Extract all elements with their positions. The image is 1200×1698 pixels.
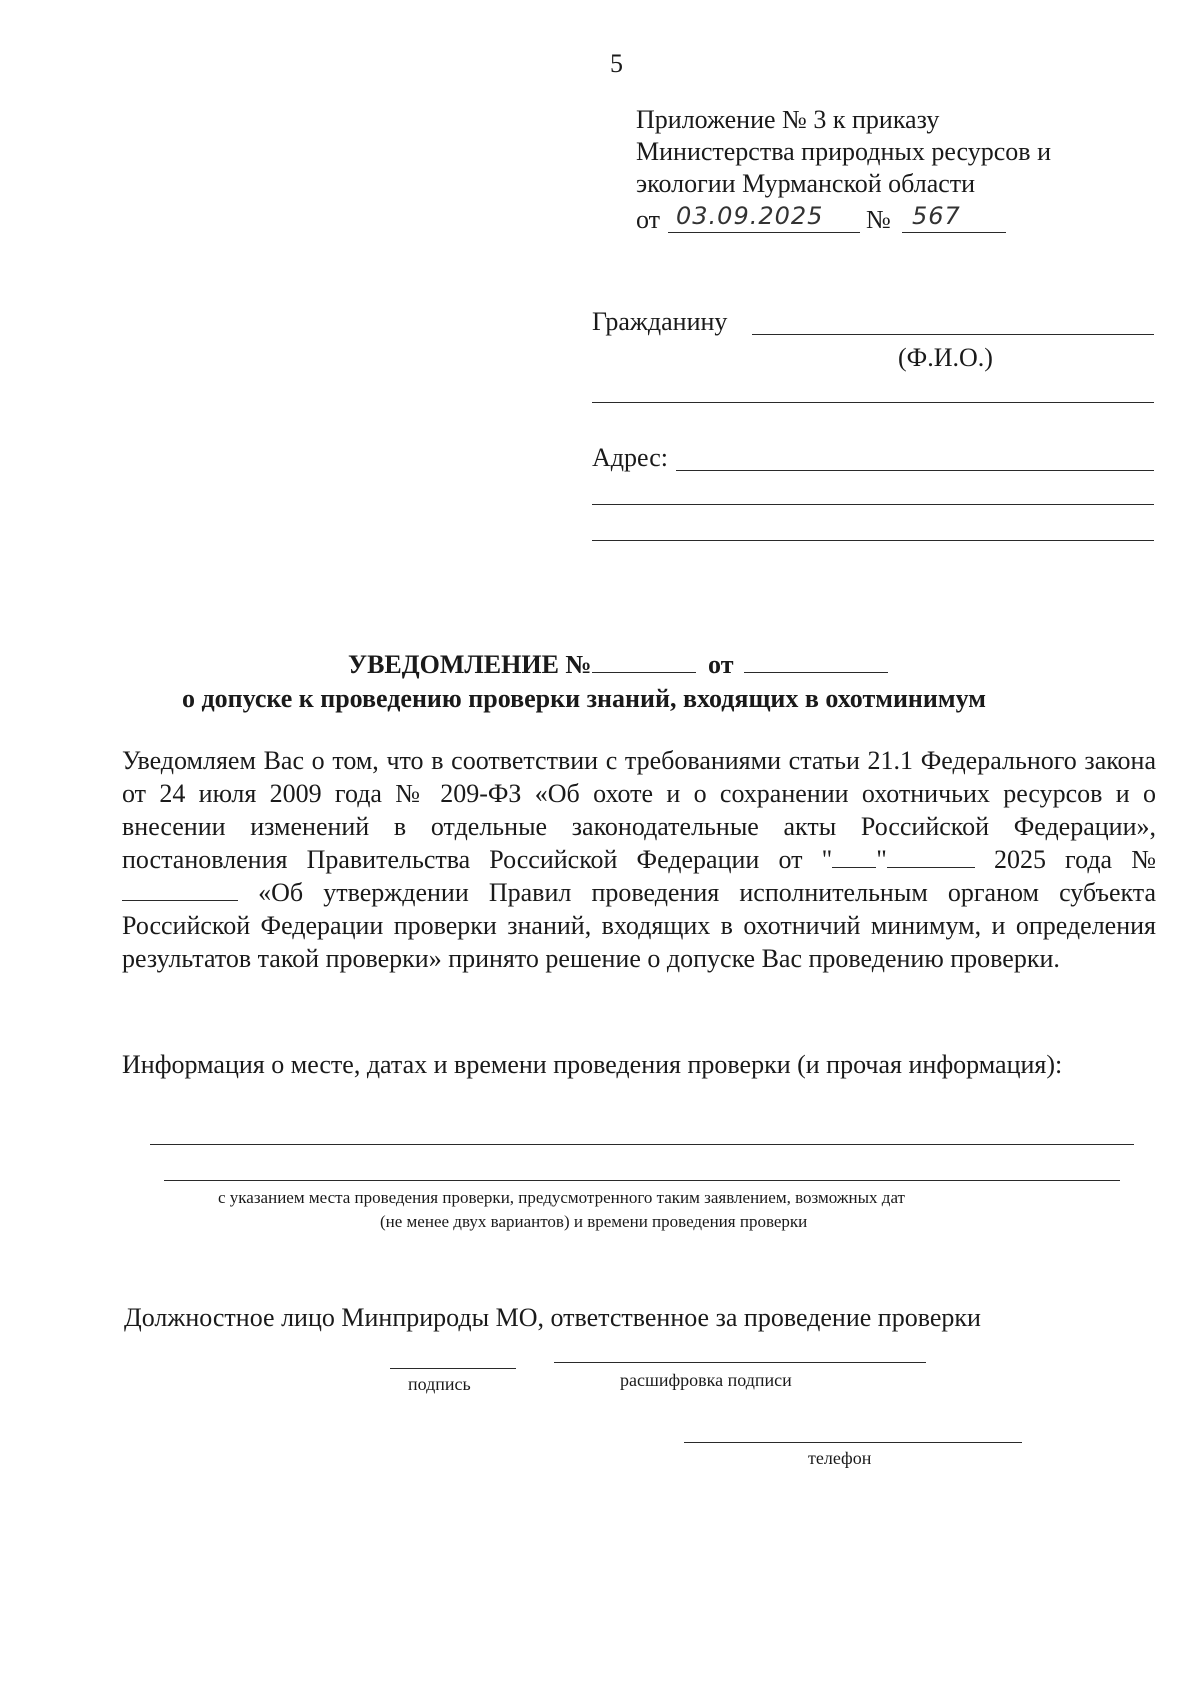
phone-caption: телефон	[808, 1448, 872, 1468]
notice-number-blank	[592, 648, 696, 673]
appendix-line-1: Приложение № 3 к приказу	[636, 105, 940, 134]
appendix-number-line	[902, 232, 1006, 233]
signature-line	[390, 1368, 516, 1369]
signature-decode-line	[554, 1362, 926, 1363]
citizen-label: Гражданину	[592, 307, 728, 336]
month-blank	[887, 843, 975, 868]
phone-line	[684, 1442, 1022, 1443]
official-label: Должностное лицо Минприроды МО, ответственное за проведение проверки	[124, 1303, 981, 1332]
paragraph-1-part-1: Уведомляем Вас о том, что в соответствии с требованиями статьи 21.1 Федерального закона от 24 июля 2009 года № 209-ФЗ «Об охоте и о сохранении охотничьих ресурсов и о внесении изменений в отдельные законодательные акты Российской Федерации», постановления Правительства Российской Федерации от	[122, 746, 1156, 874]
notice-title-from: от	[708, 650, 734, 679]
info-line-1	[150, 1144, 1134, 1145]
appendix-number-label: №	[866, 205, 891, 234]
info-hint-line-2: (не менее двух вариантов) и времени проведения проверки	[380, 1212, 808, 1231]
day-blank	[832, 843, 876, 868]
resolution-number-blank	[122, 876, 238, 901]
address-line-2	[592, 504, 1154, 505]
info-hint-line-1: с указанием места проведения проверки, предусмотренного таким заявлением, возможных дат	[218, 1188, 905, 1207]
date-quote-close: "	[876, 845, 887, 874]
paragraph-1-part-2: «Об утверждении Правил проведения исполнительным органом субъекта Российской Федерации проверки знаний, входящих в охотничий минимум, и определения результатов такой проверки» принято решение о допуске Вас проведению проверки.	[122, 878, 1157, 973]
citizen-name-line	[752, 334, 1154, 335]
fio-caption: (Ф.И.О.)	[898, 343, 993, 372]
notice-paragraph-2: Информация о месте, датах и времени проведения проверки (и прочая информация):	[122, 1050, 1063, 1079]
notice-title	[348, 648, 888, 680]
notice-paragraph-1	[122, 744, 1156, 975]
paragraph-1-year: 2025 года №	[993, 845, 1156, 874]
appendix-from-label: от	[636, 205, 661, 234]
notice-date-blank	[744, 648, 888, 673]
info-line-2	[164, 1180, 1120, 1181]
appendix-line-3: экологии Мурманской области	[636, 169, 976, 198]
appendix-line-2: Министерства природных ресурсов и	[636, 137, 1051, 166]
notice-title-prefix: УВЕДОМЛЕНИЕ №	[348, 650, 592, 679]
appendix-number-handwritten: 567	[912, 202, 961, 230]
page-number: 5	[610, 49, 623, 78]
notice-subtitle: о допуске к проведению проверки знаний, входящих в охотминимум	[182, 684, 986, 713]
signature-decode-caption: расшифровка подписи	[620, 1370, 792, 1390]
address-label: Адрес:	[592, 443, 668, 472]
date-quote-open: "	[821, 845, 833, 874]
address-line-3	[592, 540, 1154, 541]
address-line-1	[676, 470, 1154, 471]
citizen-name-line-2	[592, 402, 1154, 403]
appendix-date-handwritten: 03.09.2025	[676, 202, 824, 230]
signature-caption: подпись	[408, 1374, 471, 1394]
appendix-date-line	[668, 232, 860, 233]
